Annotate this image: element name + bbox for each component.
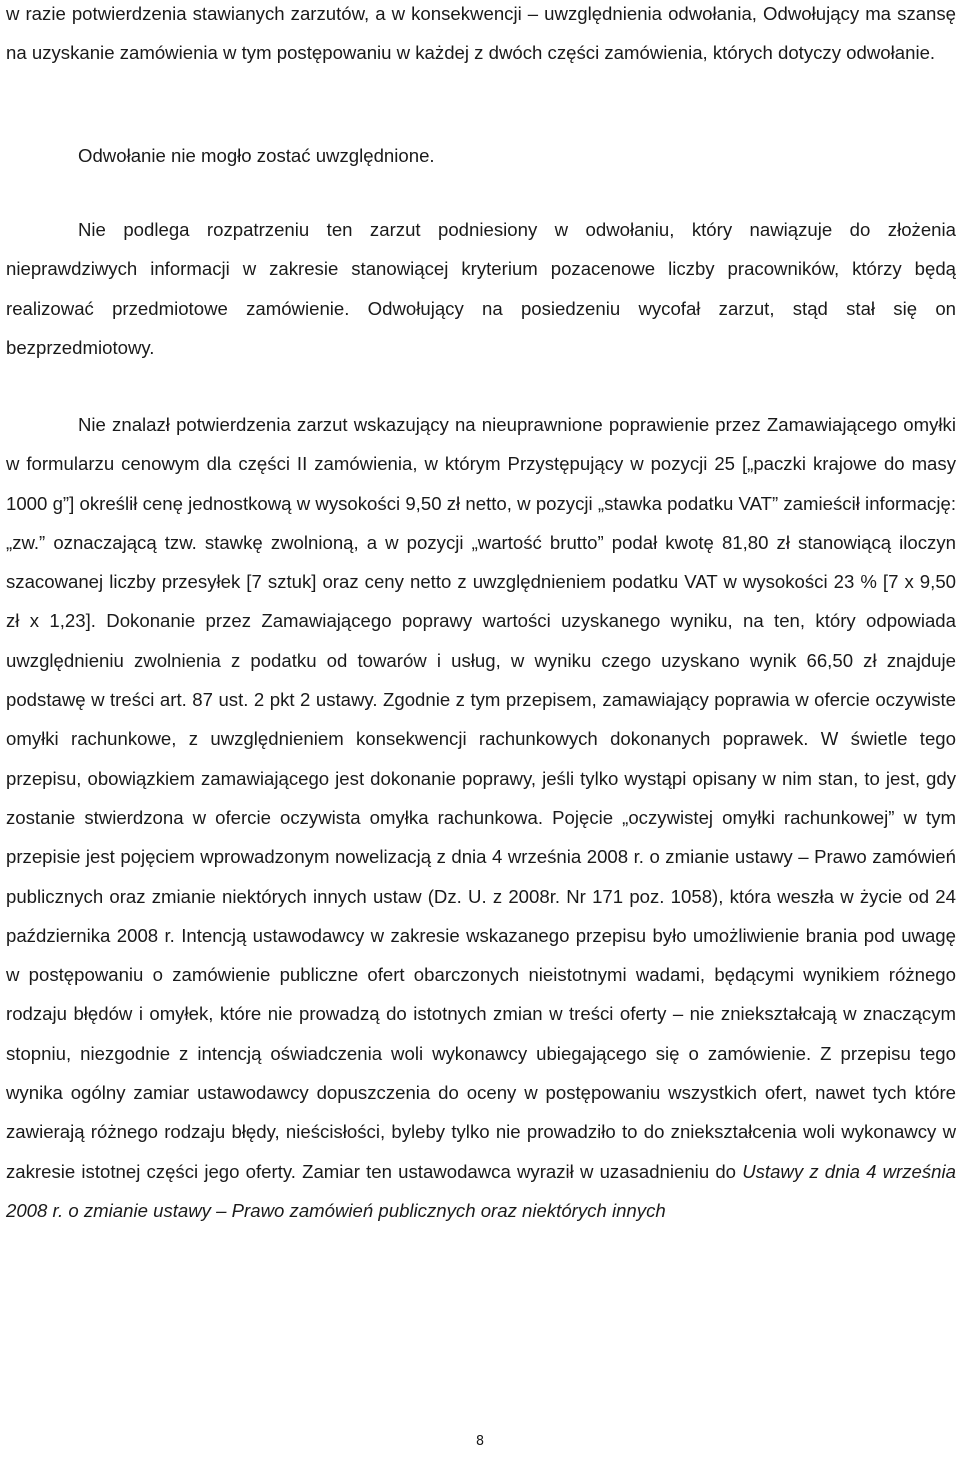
paragraph-price-correction [6,405,956,1230]
paragraph-continuation: w razie potwierdzenia stawianych zarzutów, a w konsekwencji – uwzględnienia odwołania, Odwołujący ma szansę na uzyskanie zamówienia w tym postępowaniu w każdej z dwóch części zamówienia, których dotyczy odwołanie. [6,3,956,64]
paragraph-price-correction-body: Nie znalazł potwierdzenia zarzut wskazujący na nieuprawnione poprawienie przez Zamawiającego omyłki w formularzu cenowym dla części II zamówienia, w którym Przystępujący w pozycji 25 [„paczki krajowe do masy 1000 g”] określił cenę jednostkową w wysokości 9,50 zł netto, w pozycji „stawka podatku VAT” zamieścił informację: „zw.” oznaczającą tzw. stawkę zwolnioną, a w pozycji „wartość brutto” podał kwotę 81,80 zł stanowiącą iloczyn szacowanej liczby przesyłek [7 sztuk] oraz ceny netto z uwzględnieniem podatku VAT w wysokości 23 % [7 x 9,50 zł x 1,23]. Dokonanie przez Zamawiającego poprawy wartości uzyskanego wyniku, na ten, który odpowiada uwzględnieniu zwolnienia z podatku od towarów i usług, w wyniku czego uzyskano wynik 66,50 zł znajduje podstawę w treści art. 87 ust. 2 pkt 2 ustawy. Zgodnie z tym przepisem, zamawiający poprawia w ofercie oczywiste omyłki rachunkowe, z uwzględnieniem konsekwencji rachunkowych dokonanych poprawek. W świetle tego przepisu, obowiązkiem zamawiającego jest dokonanie poprawy, jeśli tylko wystąpi opisany w nim stan, to jest, gdy zostanie stwierdzona w ofercie oczywista omyłka rachunkowa. Pojęcie „oczywistej omyłki rachunkowej” w tym przepisie jest pojęciem wprowadzonym nowelizacją z dnia 4 września 2008 r. o zmianie ustawy – Prawo zamówień publicznych oraz zmianie niektórych innych ustaw (Dz. U. z 2008r. Nr 171 poz. 1058), która weszła w życie od 24 października 2008 r. Intencją ustawodawcy w zakresie wskazanego przepisu było umożliwienie brania pod uwagę w postępowaniu o zamówienie publiczne ofert obarczonych nieistotnymi wadami, będącymi wynikiem różnego rodzaju błędów i omyłek, które nie prowadzą do istotnych zmian w treści oferty – nie zniekształcają w znaczącym stopniu, niezgodnie z intencją oświadczenia woli wykonawcy ubiegającego się o zamówienie. Z przepisu tego wynika ogólny zamiar ustawodawcy dopuszczenia do oceny w postępowaniu wszystkich ofert, nawet tych które zawierają różnego rodzaju błędy, nieścisłości, byleby tylko nie prowadziło to do zniekształcenia woli wykonawcy w zakresie istotnej części jego oferty. Zamiar ten ustawodawca wyraził w uzasadnieniu do [6,414,956,1182]
page-number: 8 [475,1434,485,1449]
paragraph-withdrawn-charge: Nie podlega rozpatrzeniu ten zarzut podniesiony w odwołaniu, który nawiązuje do złożenia nieprawdziwych informacji w zakresie stanowiącej kryterium pozacenowe liczby pracowników, którzy będą realizować przedmiotowe zamówienie. Odwołujący na posiedzeniu wycofał zarzut, stąd stał się on bezprzedmiotowy. [6,219,956,358]
paragraph-conclusion: Odwołanie nie mogło zostać uwzględnione. [78,145,435,166]
act-title-italic: Ustawy z dnia 4 września 2008 r. o zmianie ustawy – Prawo zamówień publicznych oraz niektórych innych [6,1160,956,1221]
